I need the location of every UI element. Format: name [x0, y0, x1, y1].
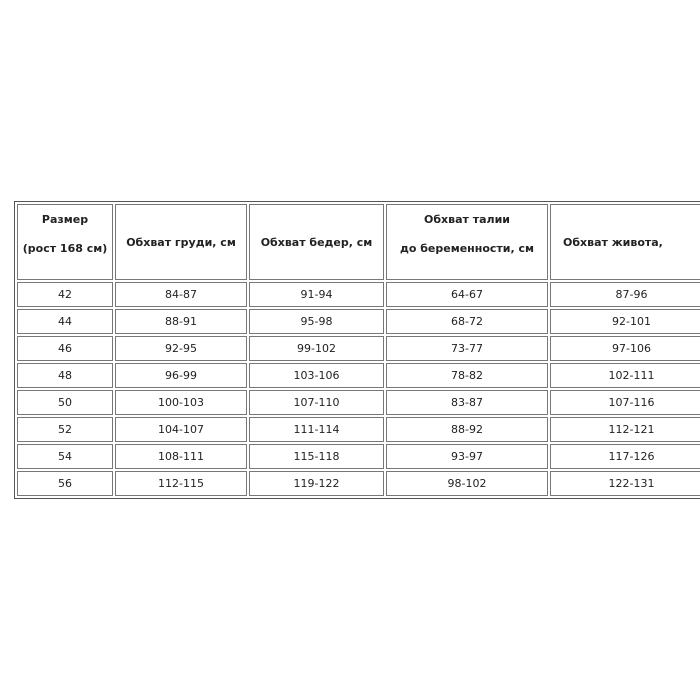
header-row	[17, 204, 700, 280]
header-belly	[550, 204, 700, 280]
cell-size: 46	[17, 336, 113, 361]
table-row	[17, 363, 700, 388]
cell-hips: 99-102	[249, 336, 384, 361]
cell-hips: 107-110	[249, 390, 384, 415]
cell-belly: 122-131	[550, 471, 700, 496]
cell-hips: 103-106	[249, 363, 384, 388]
header-chest-label: Обхват груди, см	[126, 235, 236, 249]
cell-size: 44	[17, 309, 113, 334]
cell-waist: 93-97	[386, 444, 548, 469]
header-size-line1: Размер	[41, 213, 89, 226]
cell-chest: 84-87	[115, 282, 247, 307]
cell-belly: 107-116	[550, 390, 700, 415]
cell-waist: 98-102	[386, 471, 548, 496]
cell-chest: 100-103	[115, 390, 247, 415]
cell-belly: 117-126	[550, 444, 700, 469]
cell-chest: 96-99	[115, 363, 247, 388]
header-hips-label: Обхват бедер, см	[260, 235, 373, 249]
cell-waist: 68-72	[386, 309, 548, 334]
table-row	[17, 471, 700, 496]
cell-size: 42	[17, 282, 113, 307]
cell-size: 56	[17, 471, 113, 496]
size-chart-container	[14, 201, 700, 501]
cell-belly: 102-111	[550, 363, 700, 388]
header-waist-line1: Обхват талии	[424, 213, 510, 226]
cell-belly: 92-101	[550, 309, 700, 334]
cell-size: 48	[17, 363, 113, 388]
cell-waist: 88-92	[386, 417, 548, 442]
table-row	[17, 282, 700, 307]
cell-belly: 112-121	[550, 417, 700, 442]
cell-chest: 104-107	[115, 417, 247, 442]
table-row	[17, 336, 700, 361]
table-row	[17, 390, 700, 415]
size-chart-table	[14, 201, 700, 499]
cell-waist: 64-67	[386, 282, 548, 307]
cell-hips: 91-94	[249, 282, 384, 307]
cell-hips: 115-118	[249, 444, 384, 469]
header-size	[17, 204, 113, 280]
cell-waist: 78-82	[386, 363, 548, 388]
cell-belly: 87-96	[550, 282, 700, 307]
header-hips	[249, 204, 384, 280]
header-waist-line2: до беременности, см	[399, 242, 535, 255]
size-rows	[17, 282, 700, 496]
cell-chest: 112-115	[115, 471, 247, 496]
cell-hips: 119-122	[249, 471, 384, 496]
cell-chest: 88-91	[115, 309, 247, 334]
table-row	[17, 309, 700, 334]
header-chest	[115, 204, 247, 280]
cell-chest: 108-111	[115, 444, 247, 469]
cell-size: 52	[17, 417, 113, 442]
cell-size: 54	[17, 444, 113, 469]
header-size-line2: (рост 168 см)	[22, 242, 108, 255]
table-row	[17, 417, 700, 442]
cell-chest: 92-95	[115, 336, 247, 361]
cell-waist: 83-87	[386, 390, 548, 415]
cell-belly: 97-106	[550, 336, 700, 361]
header-waist	[386, 204, 548, 280]
cell-hips: 111-114	[249, 417, 384, 442]
header-belly-label: Обхват живота,	[563, 235, 663, 249]
cell-hips: 95-98	[249, 309, 384, 334]
cell-size: 50	[17, 390, 113, 415]
cell-waist: 73-77	[386, 336, 548, 361]
table-row	[17, 444, 700, 469]
